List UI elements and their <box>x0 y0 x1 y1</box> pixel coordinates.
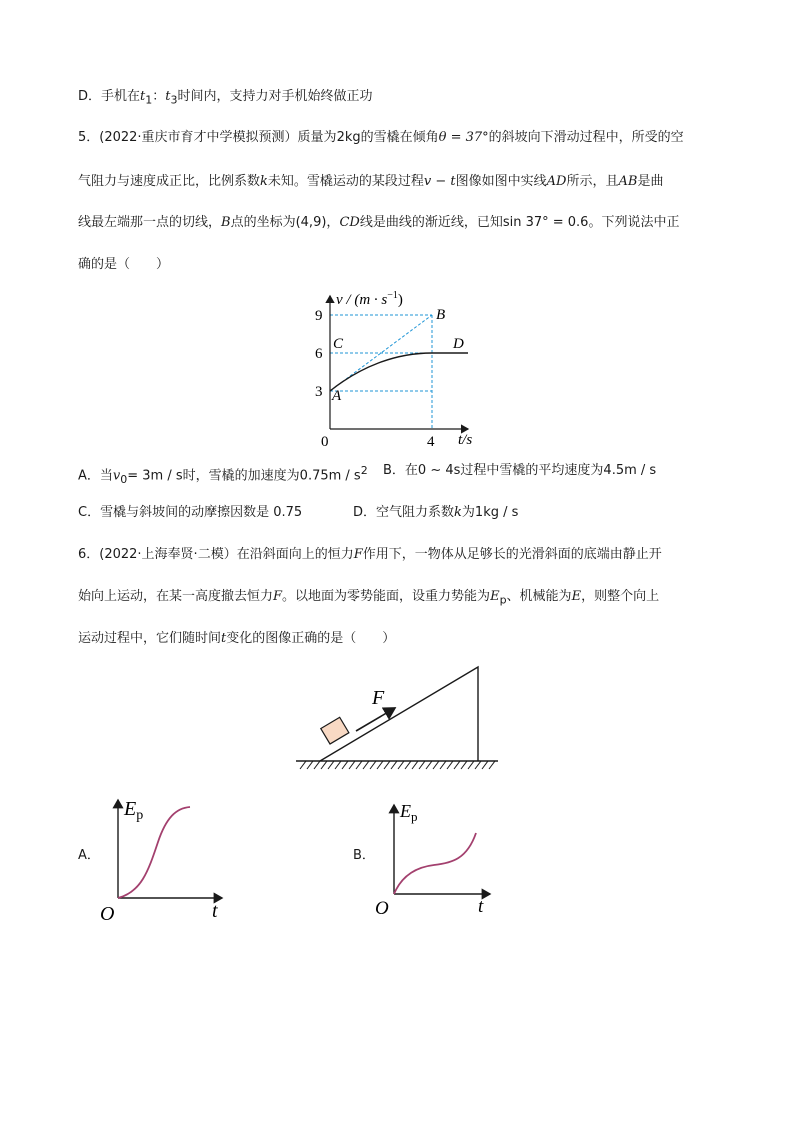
text: 线最左端那一点的切线， <box>78 215 222 230</box>
xlabel: t/s <box>458 432 473 448</box>
text: 5．(2022·重庆市育才中学模拟预测）质量为 <box>78 130 337 145</box>
q5-line-2 <box>78 174 663 190</box>
text: 时，雪橇的加速度为 <box>182 468 300 484</box>
var-k: k <box>260 174 268 189</box>
text: 始向上运动，在某一高度撤去恒力 <box>78 589 274 604</box>
q6-graph-b <box>372 795 506 925</box>
sup: 2 <box>360 464 368 477</box>
q5-option-c: C．雪橇与斜坡间的动摩擦因数是 0.75 <box>78 505 303 520</box>
tick-6: 6 <box>315 346 323 362</box>
mass: 2kg <box>336 130 361 145</box>
var-k: k <box>454 505 462 520</box>
option-text: 时间内，支持力对手机始终做正功 <box>177 89 373 104</box>
q6-graph-a <box>96 790 230 925</box>
sep: ： <box>152 89 166 104</box>
q4-option-d <box>78 89 373 109</box>
q5-option-b <box>383 463 656 479</box>
var-v: v <box>112 468 121 484</box>
graph-ylabel: $E_p$ <box>124 798 144 823</box>
q6-line-1 <box>78 547 662 563</box>
text: 、机械能为 <box>506 589 572 604</box>
b-coord: (4,9) <box>295 215 327 230</box>
var-t3: t <box>165 89 171 104</box>
text: 气阻力与速度成正比，比例系数 <box>78 174 261 189</box>
text: 变化的图像正确的是（ ） <box>226 631 396 646</box>
curve-ad <box>330 353 468 391</box>
graph-origin: O <box>375 898 389 919</box>
var-ab: AB <box>618 174 638 189</box>
text: 的斜坡向下滑动过程中，所受的空 <box>488 130 684 145</box>
text: 为 <box>461 505 475 520</box>
tick-0: 0 <box>321 434 329 450</box>
text: 线是曲线的渐近线，已知 <box>359 215 503 230</box>
block <box>321 717 349 744</box>
text: 0.75m / s <box>299 468 361 484</box>
text: 1kg / s <box>474 505 519 520</box>
q5-vt-graph <box>300 282 500 452</box>
tick-3: 3 <box>315 384 323 400</box>
text: 未知。雪橇运动的某段过程 <box>267 174 424 189</box>
text: 图像如图中实线 <box>455 174 547 189</box>
graph-ylabel: $E_p$ <box>400 801 418 824</box>
q6-line-3 <box>78 631 395 647</box>
var-cd: CD <box>339 215 360 230</box>
text: ， <box>326 215 340 230</box>
q6-incline-figure <box>292 660 502 775</box>
option-text: 手机在 <box>101 89 141 104</box>
graph-xlabel: t <box>212 900 218 922</box>
force-label: F <box>372 687 385 709</box>
text: 是曲 <box>637 174 664 189</box>
var-ad: AD <box>546 174 567 189</box>
sub: 0 <box>120 472 128 486</box>
point-d: D <box>453 336 464 352</box>
option-label: D． <box>78 89 102 104</box>
text: 0 ~ 4s <box>417 463 461 478</box>
tick-4: 4 <box>427 434 435 450</box>
q6-option-a-label: A． <box>78 848 100 863</box>
text: 运动过程中，它们随时间 <box>78 631 222 646</box>
ep-curve <box>394 833 476 894</box>
q5-line-3 <box>78 215 679 231</box>
q6-option-b-label: B． <box>353 848 375 863</box>
q5-line-1 <box>78 130 684 146</box>
var-vt: v − t <box>423 174 456 189</box>
theta: θ = 37° <box>438 130 489 145</box>
ylabel: $v / (m \cdot s^{-1})$ <box>336 290 403 308</box>
point-c: C <box>333 336 344 352</box>
var-ep: E <box>490 589 500 604</box>
text: 4.5m / s <box>603 463 657 478</box>
var-t1: t <box>140 89 146 104</box>
var-e: E <box>571 589 582 604</box>
text: 点的坐标为 <box>230 215 296 230</box>
sin-value: sin 37° = 0.6 <box>502 215 589 230</box>
var-f: F <box>273 589 283 604</box>
sub: p <box>499 593 507 607</box>
ep-curve <box>118 807 190 898</box>
graph-origin: O <box>100 903 115 925</box>
q5-option-a <box>78 463 368 488</box>
text: 。下列说法中正 <box>588 215 680 230</box>
point-a: A <box>332 388 342 404</box>
incline <box>320 667 478 761</box>
text: ，则整个向上 <box>581 589 660 604</box>
point-b: B <box>436 307 446 323</box>
q5-option-d <box>353 505 518 521</box>
text: B．在 <box>383 463 418 478</box>
text: D．空气阻力系数 <box>353 505 455 520</box>
var-b: B <box>221 215 231 230</box>
q5-line-4: 确的是（ ） <box>78 257 170 272</box>
text: 。以地面为零势能面，设重力势能为 <box>282 589 491 604</box>
sub: 1 <box>145 93 153 107</box>
text: = 3m / s <box>127 468 183 484</box>
var-t: t <box>221 631 227 646</box>
text: 所示，且 <box>566 174 619 189</box>
text: 作用下，一物体从足够长的光滑斜面的底端由静止开 <box>362 547 662 562</box>
tick-9: 9 <box>315 308 323 324</box>
text: 6．(2022·上海奉贤·二模）在沿斜面向上的恒力 <box>78 547 354 562</box>
text: 的雪橇在倾角 <box>360 130 439 145</box>
text: 过程中雪橇的平均速度为 <box>460 463 604 478</box>
sub: 3 <box>170 93 178 107</box>
ground-hatch <box>300 761 495 769</box>
q6-line-2 <box>78 589 659 609</box>
text: A．当 <box>78 468 113 484</box>
var-f: F <box>353 547 363 562</box>
graph-xlabel: t <box>478 896 484 917</box>
